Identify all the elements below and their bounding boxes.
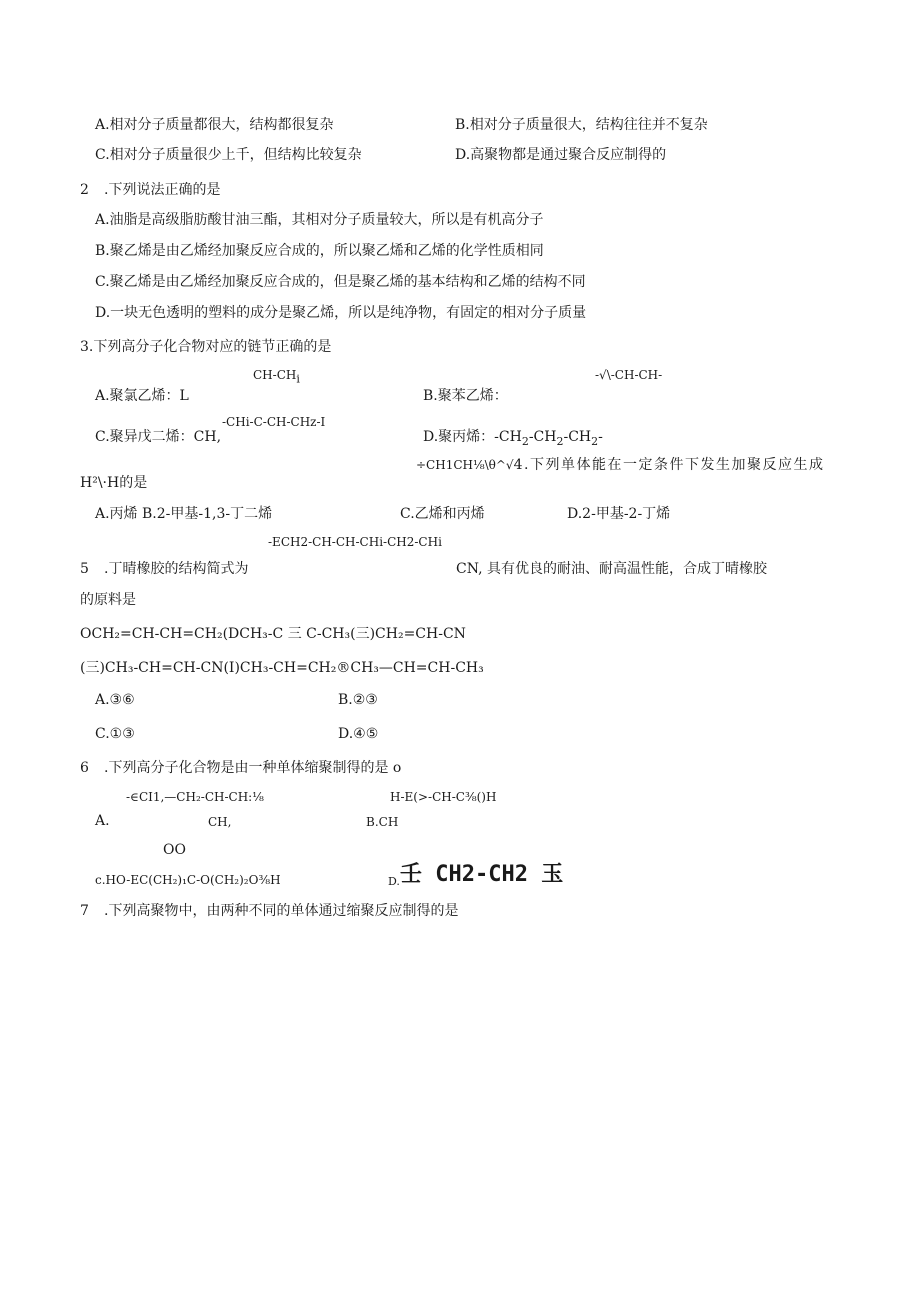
q4-option-c: C.乙烯和丙烯	[400, 506, 485, 522]
q4-stem: 4.下列单体能在一定条件下发生加聚反应生成	[513, 457, 825, 473]
q5-stem: .丁晴橡胶的结构简式为	[104, 561, 249, 577]
q6-option-c: c.HO-EC(CH₂)₁C-O(CH₂)₂O⅜H	[95, 873, 281, 887]
q1-option-c: C.相对分子质量很少上千，但结构比较复杂	[95, 147, 362, 163]
q6-number: 6	[80, 760, 89, 776]
q7-stem: .下列高聚物中，由两种不同的单体通过缩聚反应制得的是	[104, 903, 459, 919]
q3-option-c: C.聚异戊二烯：CH,	[95, 429, 222, 445]
q3-stem: 3.下列高分子化合物对应的链节正确的是	[80, 339, 332, 355]
q6-c-top: OO	[163, 842, 186, 858]
q3-option-b: B.聚苯乙烯：	[423, 388, 508, 404]
q2-option-c: C.聚乙烯是由乙烯经加聚反应合成的，但是聚乙烯的基本结构和乙烯的结构不同	[95, 274, 586, 290]
q3-a-formula: $CH-CH_i$	[253, 368, 300, 386]
q4-option-d: D.2-甲基-2-丁烯	[567, 506, 671, 522]
q4-line1	[416, 456, 824, 474]
q2-option-b: B.聚乙烯是由乙烯经加聚反应合成的，所以聚乙烯和乙烯的化学性质相同	[95, 243, 544, 259]
q5-stem-continued: CN, 具有优良的耐油、耐高温性能，合成丁晴橡胶	[456, 561, 767, 577]
q5-candidates-line1: OCH₂=CH-CH=CH₂(DCH₃-C 三 C-CH₃(三)CH₂=CH-CN	[80, 626, 466, 642]
q6-option-d-label: D.	[388, 875, 400, 888]
q1-option-b: B.相对分子质量很大，结构往往并不复杂	[455, 117, 708, 133]
q2-option-d: D.一块无色透明的塑料的成分是聚乙烯，所以是纯净物，有固定的相对分子质量	[95, 305, 587, 321]
q6-a-substituent: CH,	[208, 815, 232, 829]
q5-option-b: B.②③	[338, 692, 378, 708]
q5-option-a: A.③⑥	[95, 692, 135, 708]
q4-line2: H²\·H的是	[80, 475, 148, 491]
q3-b-formula: -√\-CH-CH-	[595, 368, 663, 382]
q4-options-ab: A.丙烯 B.2-甲基-1,3-丁二烯	[95, 506, 273, 522]
q5-formula: -ECH2-CH-CH-CHi-CH2-CHi	[268, 535, 442, 549]
q3-option-d: D.聚丙烯：$-CH_2-CH_2-CH_2-$	[423, 429, 603, 448]
q1-option-a: A.相对分子质量都很大，结构都很复杂	[95, 117, 334, 133]
q5-stem-line2: 的原料是	[80, 592, 136, 608]
q5-option-c: C.①③	[95, 726, 135, 742]
q4-inline-formula: ÷CH1CH⅛\θ^√	[416, 458, 514, 472]
q6-option-a: A.	[95, 813, 110, 829]
q7-number: 7	[80, 903, 89, 919]
q6-option-d-formula: 壬 CH2-CH2 玉	[400, 862, 564, 887]
q6-stem: .下列高分子化合物是由一种单体缩聚制得的是 o	[104, 760, 402, 776]
q5-number: 5	[80, 561, 89, 577]
q3-c-formula: -CHi-C-CH-CHz-I	[222, 415, 326, 429]
q5-option-d: D.④⑤	[338, 726, 379, 742]
q2-stem: .下列说法正确的是	[104, 182, 221, 198]
q1-option-d: D.高聚物都是通过聚合反应制得的	[455, 147, 667, 163]
q2-number: 2	[80, 182, 89, 198]
q5-candidates-line2: (三)CH₃-CH=CH-CN(I)CH₃-CH=CH₂®CH₃—CH=CH-CH₃	[80, 660, 484, 676]
q6-a-formula: -∈CI1,—CH₂-CH-CH:⅛	[126, 790, 264, 804]
q6-option-b: B.CH	[366, 815, 399, 829]
q2-option-a: A.油脂是高级脂肪酸甘油三酯，其相对分子质量较大，所以是有机高分子	[95, 212, 544, 228]
q6-b-formula: H-E(>-CH-C⅜()H	[390, 790, 497, 804]
q3-option-a: A.聚氯乙烯：L	[95, 388, 189, 404]
